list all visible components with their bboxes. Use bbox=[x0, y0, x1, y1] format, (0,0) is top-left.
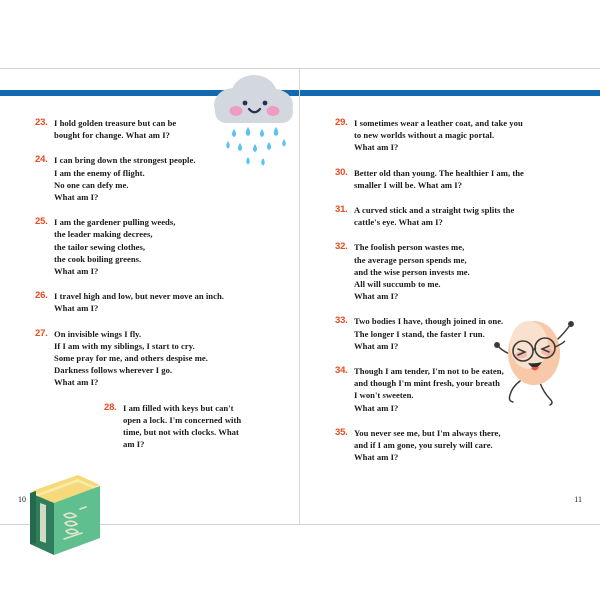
riddle-line: I sometimes wear a leather coat, and take you bbox=[354, 118, 523, 128]
riddle-line: Some pray for me, and others despise me. bbox=[54, 353, 208, 364]
riddle-line: I am the enemy of flight. bbox=[54, 167, 145, 178]
riddle-number: 25. bbox=[35, 216, 48, 228]
riddle-line: the leader making decrees, bbox=[54, 229, 153, 240]
riddle-item bbox=[300, 204, 600, 228]
riddle-number: 30. bbox=[335, 166, 348, 178]
riddle-line: open a lock. I'm concerned with bbox=[123, 414, 242, 425]
riddle-line: smaller I will be. What am I? bbox=[354, 179, 463, 190]
page-number-right: 11 bbox=[574, 495, 582, 504]
riddle-line: The longer I stand, the faster I run. bbox=[354, 328, 485, 339]
book-spread bbox=[0, 68, 600, 525]
riddle-number: 23. bbox=[35, 117, 48, 128]
riddle-item bbox=[300, 241, 600, 302]
riddle-line: time, but not with clocks. What bbox=[123, 427, 239, 438]
riddle-text bbox=[54, 216, 286, 277]
riddle-text bbox=[354, 241, 586, 302]
riddle-line: What am I? bbox=[354, 340, 399, 351]
riddle-line: You never see me, but I'm always there, bbox=[354, 427, 501, 438]
riddle-line: What am I? bbox=[354, 402, 399, 413]
riddle-number: 26. bbox=[35, 290, 48, 302]
riddle-number: 29. bbox=[335, 117, 348, 128]
riddle-text bbox=[354, 204, 586, 228]
riddle-line: No one can defy me. bbox=[54, 179, 129, 190]
riddle-number: 31. bbox=[335, 204, 348, 216]
riddle-line: and the wise person invests me. bbox=[354, 266, 470, 277]
page-gutter bbox=[299, 69, 300, 524]
riddle-line: The foolish person wastes me, bbox=[354, 242, 465, 253]
riddle-line: Two bodies I have, though joined in one. bbox=[354, 316, 504, 327]
riddle-line: What am I? bbox=[354, 142, 399, 153]
riddle-line: Better old than young. The healthier I am, the bbox=[354, 167, 524, 178]
rain-cloud-illustration bbox=[204, 71, 300, 167]
riddle-item bbox=[300, 427, 600, 464]
riddle-item bbox=[0, 328, 300, 389]
riddle-line: What am I? bbox=[54, 377, 99, 388]
riddle-number: 27. bbox=[35, 327, 48, 339]
riddle-item bbox=[300, 117, 600, 154]
green-book-illustration bbox=[20, 469, 106, 559]
riddle-line: and though I'm mint fresh, your breath bbox=[354, 378, 500, 389]
riddle-text bbox=[123, 402, 278, 451]
riddle-number: 35. bbox=[335, 426, 348, 438]
riddle-number: 34. bbox=[335, 365, 348, 377]
riddle-line: to new worlds without a magic portal. bbox=[354, 130, 495, 141]
riddle-line: I am the gardener pulling weeds, bbox=[54, 217, 176, 228]
raindrops-icon bbox=[226, 127, 286, 166]
riddle-line: bought for change. What am I? bbox=[54, 130, 170, 141]
riddle-line: On invisible wings I fly. bbox=[54, 328, 142, 339]
riddle-text bbox=[54, 290, 286, 314]
left-page-riddle-list bbox=[0, 117, 300, 463]
riddle-line: the tailor sewing clothes, bbox=[54, 241, 146, 252]
riddle-item bbox=[300, 167, 600, 191]
riddle-line: A curved stick and a straight twig splits the bbox=[354, 205, 515, 216]
cloud-body-icon bbox=[214, 75, 293, 123]
riddle-text bbox=[354, 427, 586, 464]
page-number-left: 10 bbox=[18, 495, 26, 504]
riddle-line: the average person spends me, bbox=[354, 254, 467, 265]
riddle-text bbox=[354, 167, 586, 191]
riddle-item bbox=[0, 290, 300, 314]
riddle-line: All will succumb to me. bbox=[354, 279, 441, 290]
riddle-line: I can bring down the strongest people. bbox=[54, 155, 196, 166]
riddle-line: and if I am gone, you surely will care. bbox=[354, 440, 493, 451]
riddle-line: What am I? bbox=[54, 192, 99, 203]
riddle-line: What am I? bbox=[54, 266, 99, 277]
riddle-line: Though I am tender, I'm not to be eaten, bbox=[354, 366, 504, 377]
right-page bbox=[300, 69, 600, 526]
egg-character-illustration bbox=[492, 315, 578, 407]
header-rule-right bbox=[300, 90, 600, 96]
riddle-line: I travel high and low, but never move an inch. bbox=[54, 291, 224, 302]
riddle-number: 24. bbox=[35, 154, 48, 166]
right-page-riddle-list bbox=[300, 117, 600, 476]
riddle-number: 33. bbox=[335, 315, 348, 327]
riddle-line: I won't sweeten. bbox=[354, 390, 414, 401]
riddle-line: If I am with my siblings, I start to cry. bbox=[54, 340, 195, 351]
riddle-number: 28. bbox=[104, 401, 117, 413]
riddle-line: What am I? bbox=[354, 291, 399, 302]
riddle-line: cattle's eye. What am I? bbox=[354, 217, 443, 228]
riddle-text bbox=[54, 328, 286, 389]
riddle-line: the cook boiling greens. bbox=[54, 253, 142, 264]
riddle-line: What am I? bbox=[54, 303, 99, 314]
riddle-item bbox=[0, 402, 300, 451]
riddle-line: I am filled with keys but can't bbox=[123, 402, 234, 413]
riddle-line: Darkness follows wherever I go. bbox=[54, 365, 173, 376]
riddle-number: 32. bbox=[335, 241, 348, 253]
riddle-line: What am I? bbox=[354, 452, 399, 463]
riddle-text bbox=[354, 117, 586, 154]
riddle-line: am I? bbox=[123, 439, 145, 450]
riddle-item bbox=[0, 216, 300, 277]
riddle-line: I hold golden treasure but can be bbox=[54, 118, 177, 128]
